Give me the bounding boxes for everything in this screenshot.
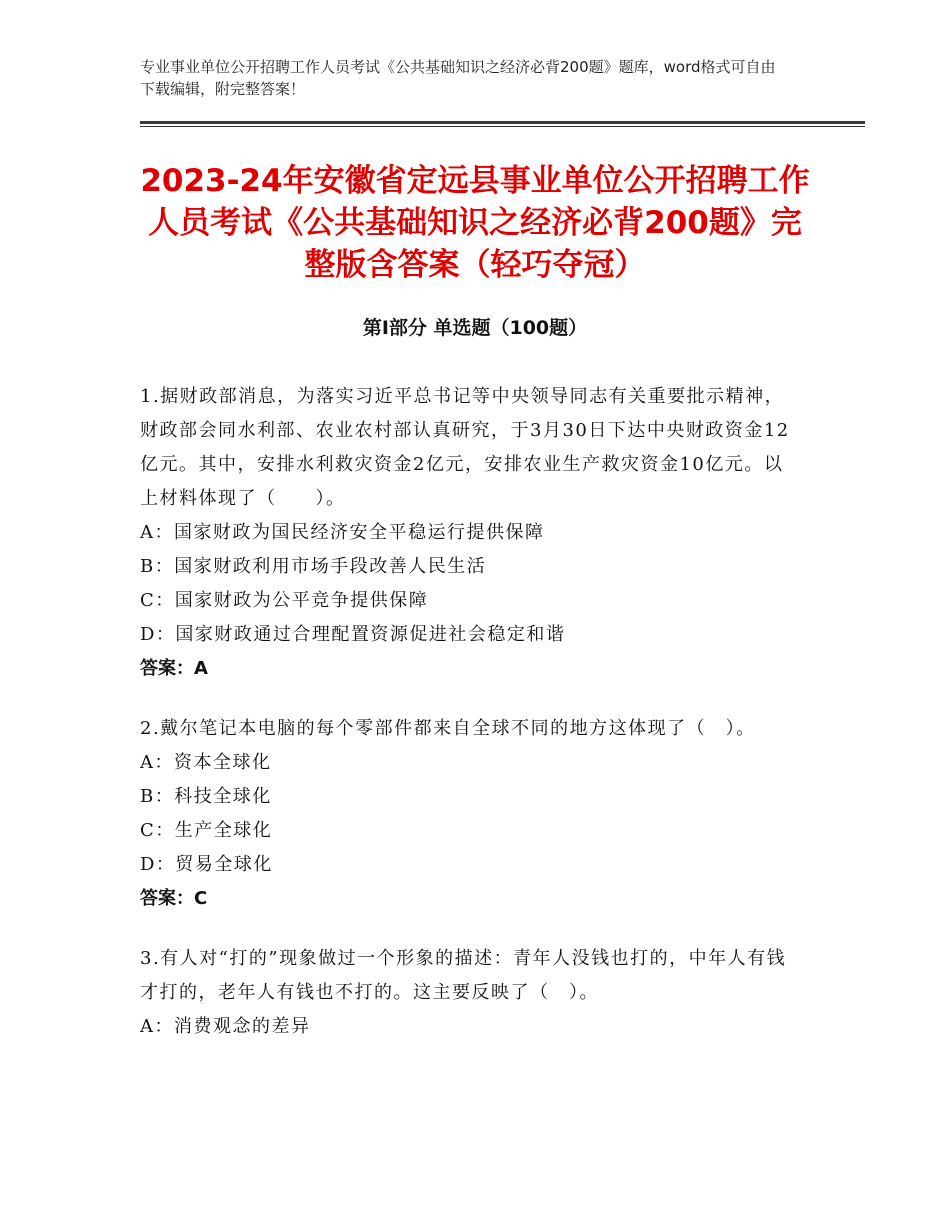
question-1 bbox=[140, 380, 800, 686]
header-rule-thick bbox=[140, 121, 865, 124]
option-b: B：科技全球化 bbox=[140, 786, 272, 807]
question-3 bbox=[140, 942, 800, 1044]
header-note: 专业事业单位公开招聘工作人员考试《公共基础知识之经济必背200题》题库，word格式可自由下载编辑，附完整答案！ bbox=[140, 58, 776, 98]
section-title: 第Ⅰ部分 单选题（100题） bbox=[362, 317, 588, 339]
question-stem: 2.戴尔笔记本电脑的每个零部件都来自全球不同的地方这体现了（ ）。 bbox=[140, 718, 756, 739]
question-list bbox=[140, 380, 800, 1070]
option-c: C：生产全球化 bbox=[140, 820, 273, 841]
question-2 bbox=[140, 712, 800, 916]
answer: 答案：A bbox=[140, 658, 208, 679]
option-a: A：消费观念的差异 bbox=[140, 1016, 311, 1037]
option-b: B：国家财政利用市场手段改善人民生活 bbox=[140, 556, 487, 577]
header-rule-thin bbox=[140, 126, 865, 127]
option-c: C：国家财政为公平竞争提供保障 bbox=[140, 590, 429, 611]
question-stem: 1.据财政部消息，为落实习近平总书记等中央领导同志有关重要批示精神，财政部会同水利部、农业农村部认真研究，于3月30日下达中央财政资金12亿元。其中，安排水利救灾资金2亿元，安排农业生产救灾资金10亿元。以上材料体现了（ ）。 bbox=[140, 386, 790, 509]
answer: 答案：C bbox=[140, 888, 208, 909]
option-d: D：国家财政通过合理配置资源促进社会稳定和谐 bbox=[140, 624, 566, 645]
question-stem: 3.有人对“打的”现象做过一个形象的描述：青年人没钱也打的，中年人有钱才打的，老年人有钱也不打的。这主要反映了（ ）。 bbox=[140, 948, 787, 1003]
option-a: A：资本全球化 bbox=[140, 752, 272, 773]
document-title: 2023-24年安徽省定远县事业单位公开招聘工作人员考试《公共基础知识之经济必背200题》完整版含答案（轻巧夺冠） bbox=[140, 163, 810, 283]
option-a: A：国家财政为国民经济安全平稳运行提供保障 bbox=[140, 522, 545, 543]
option-d: D：贸易全球化 bbox=[140, 854, 273, 875]
